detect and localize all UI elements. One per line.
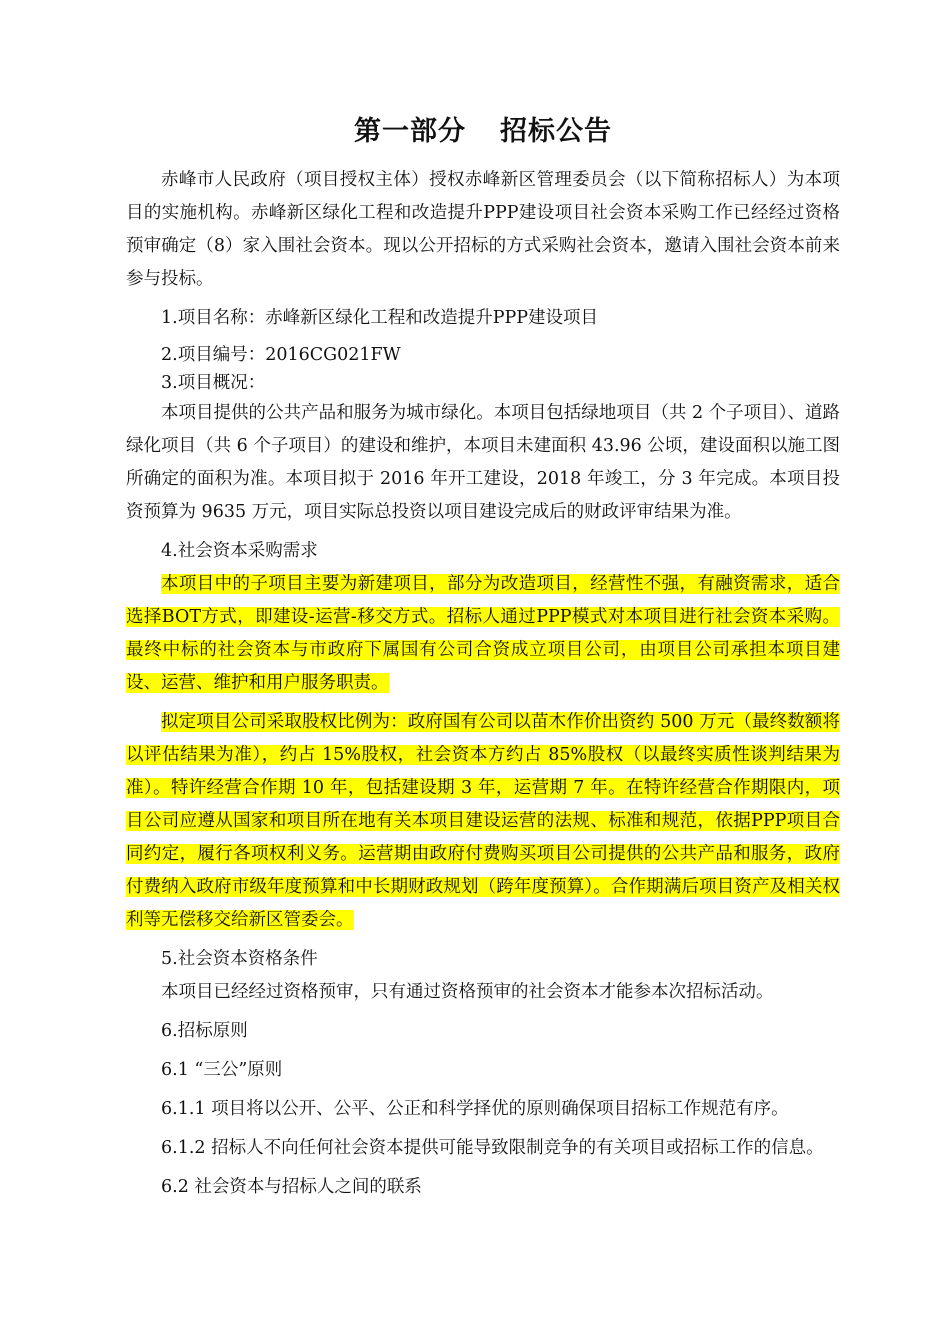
item-project-name: 1.项目名称：赤峰新区绿化工程和改造提升PPP建设项目 xyxy=(161,308,599,328)
item-principles-heading: 6.招标原则 xyxy=(161,1021,248,1041)
item-three-public-principle: 6.1 “三公”原则 xyxy=(161,1060,283,1080)
overview-paragraph: 本项目提供的公共产品和服务为城市绿化。本项目包括绿地项目（共 2 个子项目）、道路绿化项目（共 6 个子项目）的建设和维护，本项目未建面积 43.96 公顷，建设面积以施工图所确定的面积为准。本项目拟于 2016 年开工建设，2018 年竣工，分 3 年完成。本项目投资预算为 9635 万元，项目实际总投资以项目建设完成后的财政评审结果为准。 xyxy=(126,403,840,522)
demand-paragraph-1 xyxy=(126,568,840,700)
item-project-overview-heading: 3.项目概况： xyxy=(161,373,266,393)
title-name: 招标公告 xyxy=(500,116,612,147)
item-6-1-2: 6.1.2 招标人不向任何社会资本提供可能导致限制竞争的有关项目或招标工作的信息。 xyxy=(161,1138,824,1158)
highlighted-text: 本项目中的子项目主要为新建项目，部分为改造项目，经营性不强，有融资需求，适合选择BOT方式，即建设-运营-移交方式。招标人通过PPP模式对本项目进行社会资本采购。最终中标的社会资本与市政府下属国有公司合资成立项目公司，由项目公司承担本项目建设、运营、维护和用户服务职责。 xyxy=(126,574,840,693)
page-title xyxy=(126,112,840,152)
demand-paragraph-2 xyxy=(126,706,840,937)
item-qualification-heading: 5.社会资本资格条件 xyxy=(161,949,318,969)
qualification-paragraph: 本项目已经经过资格预审，只有通过资格预审的社会资本才能参本次招标活动。 xyxy=(161,982,774,1002)
item-demand-heading: 4.社会资本采购需求 xyxy=(161,541,318,561)
title-part: 第一部分 xyxy=(354,116,466,147)
intro-paragraph: 赤峰市人民政府（项目授权主体）授权赤峰新区管理委员会（以下简称招标人）为本项目的实施机构。赤峰新区绿化工程和改造提升PPP建设项目社会资本采购工作已经经过资格预审确定（8）家入围社会资本。现以公开招标的方式采购社会资本，邀请入围社会资本前来参与投标。 xyxy=(126,170,840,289)
item-6-2: 6.2 社会资本与招标人之间的联系 xyxy=(161,1177,422,1197)
highlighted-text: 拟定项目公司采取股权比例为：政府国有公司以苗木作价出资约 500 万元（最终数额将以评估结果为准），约占 15%股权，社会资本方约占 85%股权（以最终实质性谈判结果为准）。特许经营合作期 10 年，包括建设期 3 年，运营期 7 年。在特许经营合作期限内，项目公司应遵从国家和项目所在地有关本项目建设运营的法规、标准和规范，依据PPP项目合同约定，履行各项权利义务。运营期由政府付费购买项目公司提供的公共产品和服务，政府付费纳入政府市级年度预算和中长期财政规划（跨年度预算）。合作期满后项目资产及相关权利等无偿移交给新区管委会。 xyxy=(126,712,840,930)
item-6-1-1: 6.1.1 项目将以公开、公平、公正和科学择优的原则确保项目招标工作规范有序。 xyxy=(161,1099,789,1119)
item-project-number: 2.项目编号：2016CG021FW xyxy=(161,345,401,365)
